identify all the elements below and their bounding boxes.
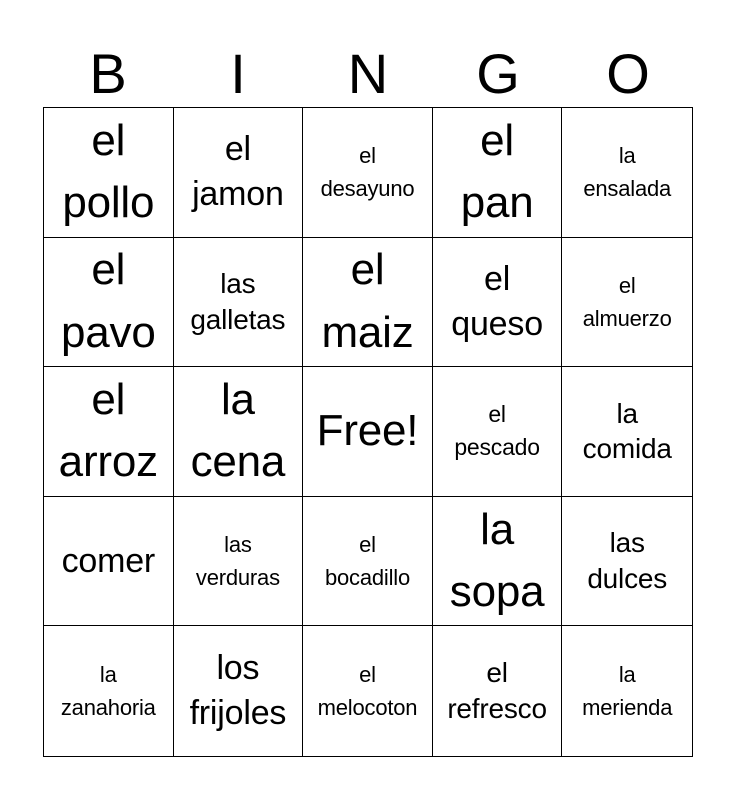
cell-text: el pollo	[62, 115, 155, 228]
free-space-text: Free!	[316, 406, 419, 456]
bingo-cell-r5-c2[interactable]	[174, 626, 304, 756]
cell-text: el melocoton	[317, 662, 418, 721]
cell-text: las verduras	[195, 532, 280, 591]
bingo-cell-r5-c4[interactable]	[433, 626, 563, 756]
cell-text: la cena	[190, 375, 286, 487]
bingo-cell-free[interactable]	[303, 367, 433, 497]
cell-text: el desayuno	[320, 143, 415, 202]
bingo-cell-r4-c2[interactable]	[174, 497, 304, 627]
bingo-cell-r1-c2[interactable]	[174, 108, 304, 238]
cell-text: las galletas	[190, 268, 286, 335]
bingo-cell-r4-c1[interactable]	[44, 497, 174, 627]
bingo-cell-r2-c5[interactable]	[562, 238, 692, 368]
bingo-cell-r2-c1[interactable]	[44, 238, 174, 368]
cell-text: el pan	[460, 115, 534, 228]
bingo-header	[43, 40, 693, 108]
cell-text: la comida	[582, 397, 672, 465]
cell-text: la ensalada	[583, 143, 672, 202]
cell-text: las dulces	[587, 527, 668, 595]
cell-text: el arroz	[58, 375, 158, 487]
cell-text: la sopa	[449, 504, 545, 617]
cell-text: el refresco	[447, 657, 547, 725]
bingo-cell-r2-c2[interactable]	[174, 238, 304, 368]
header-letter-b: B	[89, 42, 127, 105]
cell-text: el bocadillo	[324, 532, 411, 591]
header-letter-o: O	[606, 42, 650, 105]
bingo-cell-r5-c3[interactable]	[303, 626, 433, 756]
bingo-cell-r3-c2[interactable]	[174, 367, 304, 497]
bingo-cell-r3-c4[interactable]	[433, 367, 563, 497]
cell-text: la zanahoria	[60, 662, 156, 721]
bingo-cell-r1-c3[interactable]	[303, 108, 433, 238]
bingo-cell-r2-c3[interactable]	[303, 238, 433, 368]
cell-text: la merienda	[582, 662, 673, 721]
bingo-cell-r5-c1[interactable]	[44, 626, 174, 756]
cell-text: comer	[61, 541, 156, 580]
bingo-cell-r2-c4[interactable]	[433, 238, 563, 368]
bingo-cell-r4-c4[interactable]	[433, 497, 563, 627]
cell-text: el maiz	[321, 245, 414, 357]
header-letter-g: G	[476, 42, 520, 105]
bingo-cell-r3-c5[interactable]	[562, 367, 692, 497]
cell-text: el pavo	[60, 245, 156, 357]
bingo-grid	[43, 107, 693, 757]
bingo-cell-r3-c1[interactable]	[44, 367, 174, 497]
cell-text: los frijoles	[189, 649, 287, 733]
bingo-cell-r4-c5[interactable]	[562, 497, 692, 627]
bingo-cell-r4-c3[interactable]	[303, 497, 433, 627]
bingo-cell-r5-c5[interactable]	[562, 626, 692, 756]
header-letter-n: N	[347, 42, 389, 105]
cell-text: el jamon	[192, 130, 284, 214]
bingo-cell-r1-c1[interactable]	[44, 108, 174, 238]
cell-text: el pescado	[454, 401, 540, 461]
header-letter-i: I	[230, 42, 246, 105]
cell-text: el almuerzo	[582, 272, 672, 331]
bingo-cell-r1-c5[interactable]	[562, 108, 692, 238]
bingo-cell-r1-c4[interactable]	[433, 108, 563, 238]
cell-text: el queso	[451, 260, 543, 343]
